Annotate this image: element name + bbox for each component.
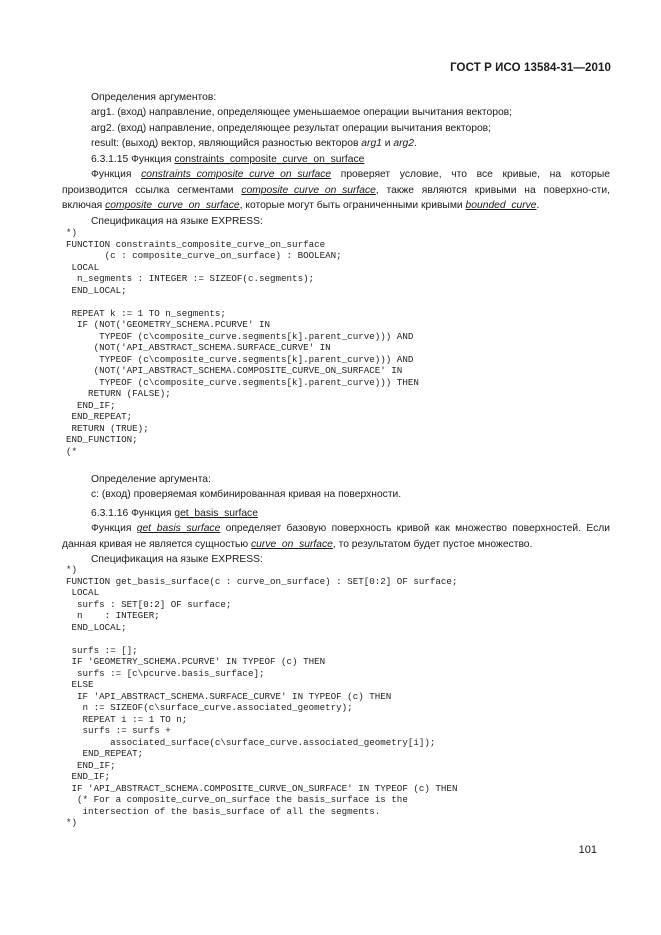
- result-end: .: [414, 138, 417, 150]
- desc-text: проверяет условие, что все кривые, на которые производится ссылка сегментами: [62, 169, 611, 196]
- desc-entity-name: composite_curve_on_surface: [105, 200, 240, 212]
- desc-entity-name: bounded_curve: [465, 200, 537, 212]
- argument-arg2: arg2. (вход) направление, определяющее результат операции вычитания векторов;: [91, 122, 492, 134]
- desc-function-name: constraints_composite_curve_on_surface: [141, 169, 332, 181]
- desc-text: , также являются кривыми на поверхно-сти, включая: [62, 184, 610, 212]
- express-code-block-2: *) FUNCTION get_basis_surface(c : curve_on_surface) : SET[0:2] OF surface; LOCAL surfs : SET[0:2] OF surface; n : INTEGER; END_LOCAL; surfs := []; IF 'GEOMETRY_SCHEMA.PCURVE' IN TYPEOF (c) THEN surfs := [c\pcurve.basis_surface]; ELSE IF 'API_ABSTRACT_SCHEMA.SURFACE_CURVE' IN TYPEOF (c) THEN n := SIZEOF(c\surface_curve.associated_geometry); REPEAT i := 1 TO n; surfs := surfs + associated_surface(c\surface_curve.associated_geometry[i]); END_REPEAT; END_IF; END_IF; IF 'API_ABSTRACT_SCHEMA.COMPOSITE_CURVE_ON_SURFACE' IN TYPEOF (c) THEN (* For a composite_curve_on_surface the basis_surface is the intersection of the basis_surface of all the segments. *): [66, 564, 458, 828]
- argument-result: [62, 136, 610, 151]
- function-description: [62, 167, 610, 213]
- desc-text: , которые могут быть ограниченными кривыми: [239, 200, 466, 212]
- spec-label: Спецификация на языке EXPRESS:: [91, 215, 263, 227]
- desc-text: Функция: [91, 169, 142, 181]
- desc-text: .: [536, 200, 540, 212]
- result-arg1: arg1: [361, 138, 382, 150]
- page-number: 101: [578, 844, 597, 856]
- result-text: result: (выход) вектор, являющийся разностью векторов: [91, 138, 362, 150]
- argument-c: c: (вход) проверяемая комбинированная кривая на поверхности.: [91, 489, 402, 501]
- heading-function-name: get_basis_surface: [174, 508, 258, 519]
- argument-arg1: arg1. (вход) направление, определяющее уменьшаемое операции вычитания векторов;: [91, 107, 513, 119]
- heading-function-name: constraints_composite_curve_on_surface: [174, 154, 365, 165]
- arguments-title: Определения аргументов:: [91, 92, 217, 103]
- function-constraints-section: [62, 152, 610, 229]
- section-heading-6-3-1-16: [62, 506, 610, 521]
- function-get-basis-surface-section: [62, 506, 610, 568]
- argument-section: [62, 472, 610, 503]
- document-header: ГОСТ Р ИСО 13584-31—2010: [450, 62, 611, 74]
- arguments-section: [62, 90, 610, 152]
- result-conj: и: [381, 138, 394, 150]
- function-description: [62, 521, 610, 552]
- argument-title: Определение аргумента:: [91, 474, 211, 485]
- express-code-block-1: *) FUNCTION constraints_composite_curve_on_surface (c : composite_curve_on_surface) : BOOLEAN; LOCAL n_segments : INTEGER := SIZEOF(c.segments); END_LOCAL; REPEAT k := 1 TO n_segments; IF (NOT('GEOMETRY_SCHEMA.PCURVE' IN TYPEOF (c\composite_curve.segments[k].parent_curve))) AND (NOT('API_ABSTRACT_SCHEMA.SURFACE_CURVE' IN TYPEOF (c\composite_curve.segments[k].parent_curve))) AND (NOT('API_ABSTRACT_SCHEMA.COMPOSITE_CURVE_ON_SURFACE' IN TYPEOF (c\composite_curve.segments[k].parent_curve))) THEN RETURN (FALSE); END_IF; END_REPEAT; RETURN (TRUE); END_FUNCTION; (*: [66, 227, 419, 457]
- desc-text: определяет базовую поверхность кривой как множество поверхностей. Если данная кривая не является сущностью: [62, 523, 610, 550]
- spec-label: Спецификация на языке EXPRESS:: [91, 554, 263, 566]
- heading-number: 6.3.1.16 Функция: [91, 508, 175, 519]
- desc-function-name: get_basis_surface: [136, 523, 221, 535]
- section-heading-6-3-1-15: [62, 152, 610, 167]
- result-arg2: arg2: [393, 138, 414, 150]
- desc-entity-name: curve_on_surface: [251, 538, 333, 550]
- heading-number: 6.3.1.15 Функция: [91, 154, 175, 165]
- desc-text: Функция: [91, 523, 137, 535]
- desc-entity-name: composite_curve_on_surface: [241, 184, 376, 196]
- desc-text: , то результатом будет пустое множество.: [332, 538, 533, 550]
